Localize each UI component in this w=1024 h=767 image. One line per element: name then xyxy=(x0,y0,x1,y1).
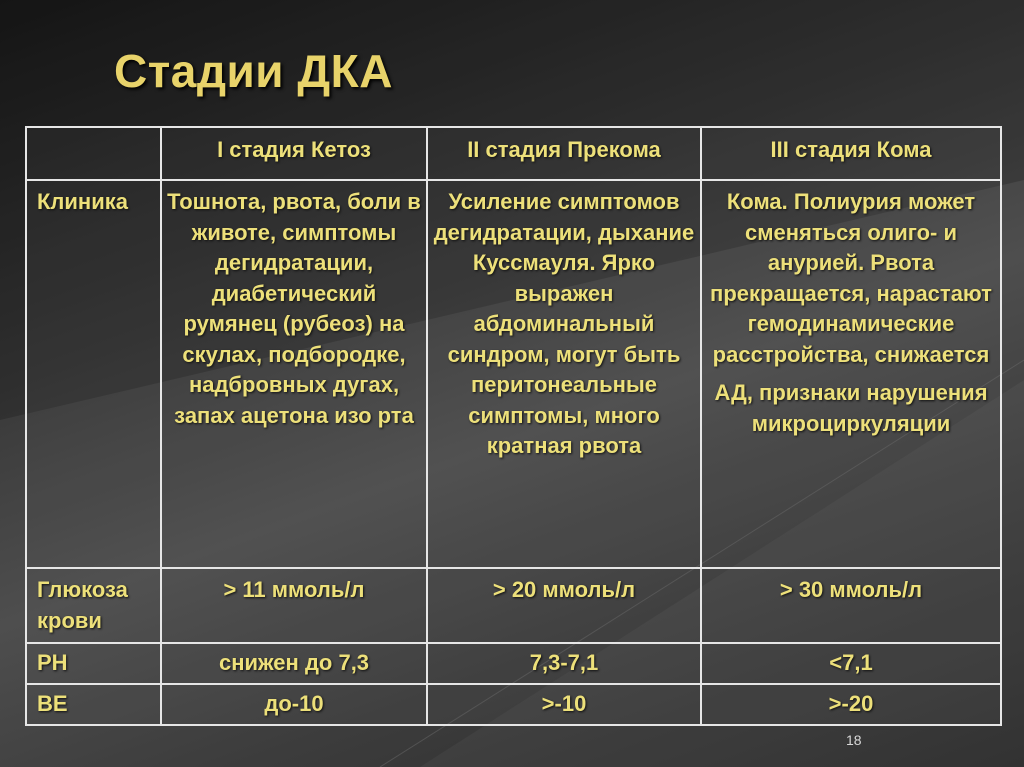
header-stage-3: III стадия Кома xyxy=(701,127,1001,180)
glucose-stage-3-cell: > 30 ммоль/л xyxy=(701,568,1001,643)
table-row-ph xyxy=(26,643,1001,684)
header-stage-1: I стадия Кетоз xyxy=(161,127,427,180)
ph-stage-3-cell: <7,1 xyxy=(701,643,1001,684)
clinic-stage-3-text-main: Кома. Полиурия может сменяться олиго- и анурией. Рвота прекращается, нарастают гемодинамические расстройства, снижается xyxy=(710,189,992,367)
table-header-row xyxy=(26,127,1001,180)
table-row-clinic xyxy=(26,180,1001,568)
dka-stages-table xyxy=(25,126,1002,726)
row-label-be: BE xyxy=(26,684,161,725)
page-number: 18 xyxy=(846,732,862,748)
header-corner-cell xyxy=(26,127,161,180)
be-stage-2-cell: >-10 xyxy=(427,684,701,725)
row-label-clinic: Клиника xyxy=(26,180,161,568)
clinic-stage-3-text-bp: АД, признаки нарушения микроциркуляции xyxy=(714,380,988,436)
slide-title: Стадии ДКА xyxy=(114,45,393,97)
glucose-stage-2-cell: > 20 ммоль/л xyxy=(427,568,701,643)
ph-stage-2-cell: 7,3-7,1 xyxy=(427,643,701,684)
table-row-be xyxy=(26,684,1001,725)
be-stage-3-cell: >-20 xyxy=(701,684,1001,725)
glucose-stage-1-cell: > 11 ммоль/л xyxy=(161,568,427,643)
be-stage-1-cell: до-10 xyxy=(161,684,427,725)
table-row-glucose xyxy=(26,568,1001,643)
ph-stage-1-cell: снижен до 7,3 xyxy=(161,643,427,684)
clinic-stage-1-cell: Тошнота, рвота, боли в животе, симптомы дегидратации, диабетический румянец (рубеоз) на скулах, подбородке, надбровных дугах, запах ацетона изо рта xyxy=(161,180,427,568)
row-label-glucose: Глюкоза крови xyxy=(26,568,161,643)
row-label-ph: PH xyxy=(26,643,161,684)
clinic-stage-2-cell: Усиление симптомов дегидратации, дыхание Куссмауля. Ярко выражен абдоминальный синдром, могут быть перитонеальные симптомы, много кратная рвота xyxy=(427,180,701,568)
clinic-stage-3-cell xyxy=(701,180,1001,568)
header-stage-2: II стадия Прекома xyxy=(427,127,701,180)
